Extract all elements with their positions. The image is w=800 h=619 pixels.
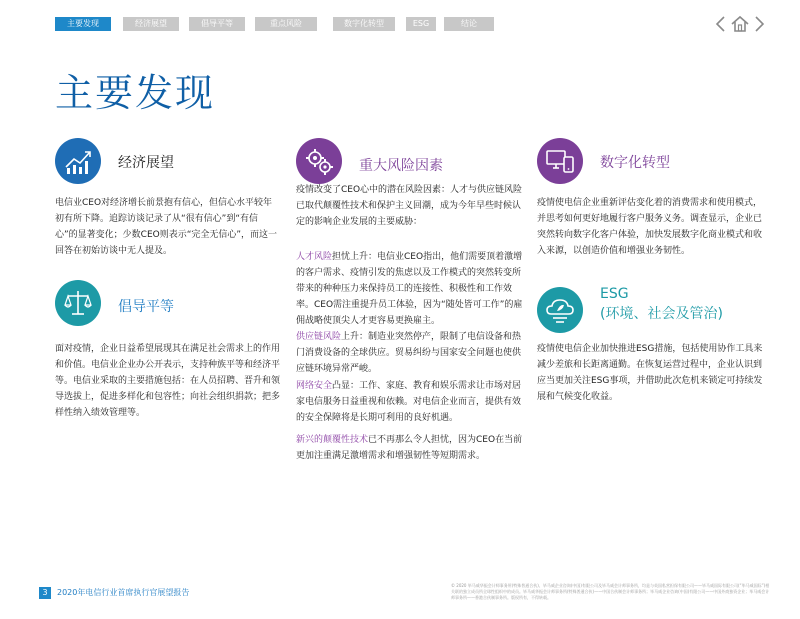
risk-item-talent <box>296 249 524 329</box>
legal-notice: © 2020 毕马威华振会计师事务所(特殊普通合伙)、毕马威企业咨询(中国)有限公司及毕马威会计师事务所，均是与英国私营担保有限公司——毕马威国际有限公司(“毕马威国际”)相关联的独立成员所全球性组织中的成员。毕马威华振会计师事务所(特殊普通合伙)——中国合伙制会计师事务所；毕马威企业咨询(中国)有限公司——中国外商独资企业；毕马威会计师事务所——香港合伙制事务所。版权所有，不得转载。 <box>451 583 770 600</box>
risks-title: 重大风险因素 <box>359 158 443 174</box>
risk-item-label: 新兴的颠覆性技术 <box>296 435 369 445</box>
risk-item-label: 人才风险 <box>296 252 333 262</box>
tab-economic-outlook[interactable]: 经济展望 <box>123 17 179 31</box>
risks-intro: 疫情改变了CEO心中的潜在风险因素：人才与供应链风险已取代颠覆性技术和保护主义回潮，成为今年早些时候认定的影响企业发展的主要威胁： <box>296 185 523 227</box>
equality-title: 倡导平等 <box>118 299 174 315</box>
esg-title: ESG <box>600 286 629 302</box>
economy-chart-icon <box>62 145 94 177</box>
risk-item-label: 网络安全 <box>296 381 333 391</box>
economy-body: 电信业CEO对经济增长前景抱有信心，但信心水平较年初有所下降。追踪访谈记录了从“很有信心”到“有信心”的显著变化；少数CEO则表示“完全无信心”，而这一回答在初始访谈中无人提及。 <box>55 198 278 256</box>
risk-item-text: 上升：制造业突然停产，限制了电信设备和热门消费设备的全球供应。贸易纠纷与国家安全问题也使供应链环境异常严峻。 <box>296 332 522 374</box>
tab-equality[interactable]: 倡导平等 <box>189 17 245 31</box>
esg-subtitle: (环境、社会及管治) <box>600 306 723 322</box>
tab-digital-transformation[interactable]: 数字化转型 <box>333 17 395 31</box>
digital-body: 疫情使电信企业重新评估变化着的消费需求和使用模式，并思考如何更好地履行客户服务义务。调查显示，企业已突然转向数字化客户体验，加快发展数字化商业模式和收入来源，以创造价值和增强业务韧性。 <box>537 198 763 256</box>
esg-badge <box>537 287 583 333</box>
page-number: 3 <box>39 587 51 599</box>
equality-body: 面对疫情，企业日益希望展现其在满足社会需求上的作用和价值。电信业企业办公开表示，支持种族平等和经济平等。电信业采取的主要措施包括：在人员招聘、晋升和领导选拔上，促进多样化和包容性；向社会组织捐款；把多样性纳入绩效管理等。 <box>55 344 281 418</box>
digital-badge <box>537 138 583 184</box>
tab-main-findings[interactable]: 主要发现 <box>55 17 111 31</box>
tab-conclusion[interactable]: 结论 <box>444 17 494 31</box>
risk-item-cybersecurity <box>296 378 524 426</box>
cloud-leaf-icon <box>544 294 576 326</box>
risk-item-disruptive-tech <box>296 432 524 464</box>
economy-badge <box>55 138 101 184</box>
digital-devices-icon <box>544 145 576 177</box>
tab-key-risks[interactable]: 重点风险 <box>255 17 317 31</box>
risks-badge <box>296 138 342 184</box>
risk-item-label: 供应链风险 <box>296 332 342 342</box>
next-arrow-icon[interactable] <box>754 15 766 33</box>
risk-item-text: 已不再那么令人担忧，因为CEO在当前更加注重满足激增需求和增强韧性等短期需求。 <box>296 435 523 461</box>
risk-item-text: 担忧上升：电信业CEO指出，他们需要顶着激增的客户需求、疫情引发的焦虑以及工作模式的突然转变所带来的种种压力来保持员工的连接性、积极性和工作效率。CEO需注重提升员工体验，因为“随处皆可工作”的雇佣战略使顶尖人才更容易更换雇主。 <box>296 252 523 326</box>
gears-icon <box>303 145 335 177</box>
page-navigation <box>714 15 766 33</box>
risk-item-text: 凸显：工作、家庭、教育和娱乐需求让市场对居家电信服务日益重视和依赖。对电信企业而言，提供有效的安全保障将是长期可利用的良好机遇。 <box>296 381 522 423</box>
prev-arrow-icon[interactable] <box>714 15 726 33</box>
esg-body: 疫情使电信企业加快推进ESG措施，包括使用协作工具来减少差旅和长距离通勤。在恢复运营过程中，企业认识到应当更加关注ESG事项，并借助此次危机来锁定可持续发展和气候变化收益。 <box>537 344 763 402</box>
page-title: 主要发现 <box>55 71 216 115</box>
equality-badge <box>55 280 101 326</box>
home-icon[interactable] <box>730 15 750 33</box>
tab-esg[interactable]: ESG <box>406 17 436 31</box>
balance-scale-icon <box>62 287 94 319</box>
economy-title: 经济展望 <box>118 155 174 171</box>
digital-title: 数字化转型 <box>600 155 670 171</box>
report-title: 2020年电信行业首席执行官展望报告 <box>57 588 190 597</box>
risk-item-supply-chain <box>296 329 524 377</box>
